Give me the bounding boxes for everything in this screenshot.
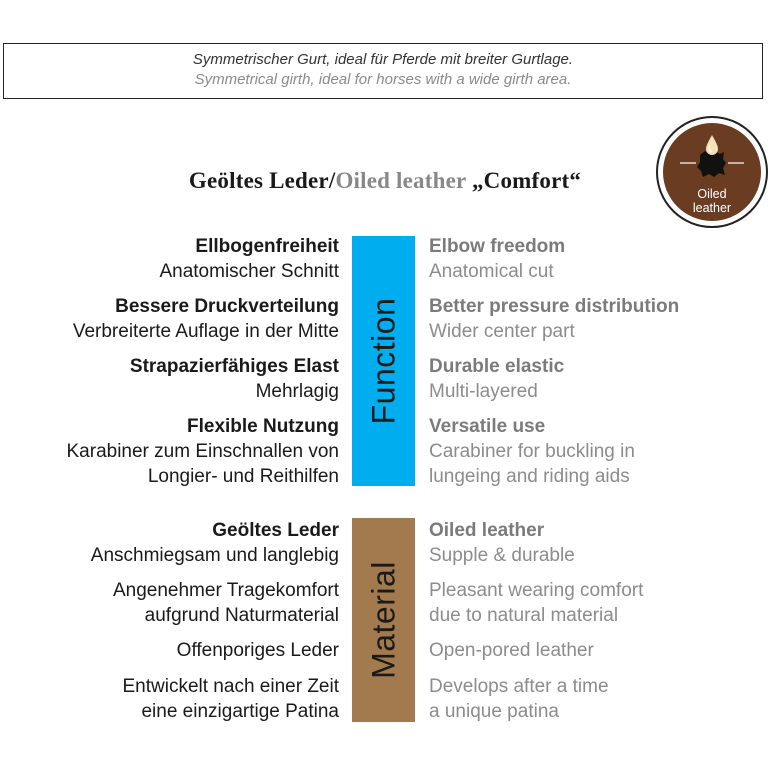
material-en-1 (429, 518, 575, 568)
material-en-text: Supple & durable (429, 545, 575, 566)
feature-de-4 (67, 414, 340, 489)
note-german: Symmetrischer Gurt, ideal für Pferde mit breiter Gurtlage. (192, 51, 574, 68)
feature-en-text: Carabiner for buckling in (429, 441, 635, 462)
feature-de-text: Verbreiterte Auflage in der Mitte (72, 321, 339, 342)
feature-de-1 (159, 234, 339, 284)
material-de-heading: Geöltes Leder (212, 520, 339, 541)
note-english: Symmetrical girth, ideal for horses with a wide girth area. (194, 71, 572, 88)
page-title (0, 168, 770, 194)
feature-en-text: Multi-layered (429, 381, 538, 402)
feature-de-heading: Strapazierfähiges Elast (129, 356, 339, 377)
feature-en-text: lungeing and riding aids (429, 466, 630, 487)
feature-de-heading: Bessere Druckverteilung (115, 296, 339, 317)
badge-label-line2: leather (692, 201, 732, 215)
feature-en-text: Anatomical cut (429, 261, 554, 282)
material-en-text: Open-pored leather (429, 640, 594, 661)
feature-en-heading: Better pressure distribution (429, 296, 680, 317)
feature-de-3 (130, 354, 339, 404)
feature-de-heading: Ellbogenfreiheit (195, 236, 339, 257)
material-de-text: Entwickelt nach einer Zeit (122, 676, 339, 697)
function-category-bar (352, 236, 415, 486)
material-de-text: Offenporiges Leder (176, 640, 339, 661)
material-de-text: Angenehmer Tragekomfort (112, 580, 339, 601)
title-comfort: „Comfort“ (466, 168, 582, 193)
badge-label-line1: Oiled (697, 187, 727, 201)
feature-en-1 (429, 234, 565, 284)
feature-en-heading: Versatile use (429, 416, 546, 437)
material-en-text: a unique patina (429, 701, 559, 722)
feature-en-text: Wider center part (429, 321, 575, 342)
material-en-4 (429, 674, 609, 724)
material-en-heading: Oiled leather (429, 520, 545, 541)
material-de-text: eine einzigartige Patina (141, 701, 339, 722)
title-german: Geöltes Leder/ (188, 168, 336, 193)
feature-de-2 (73, 294, 339, 344)
feature-de-text: Mehrlagig (255, 381, 339, 402)
feature-de-text: Anatomischer Schnitt (159, 261, 339, 282)
material-de-2 (113, 578, 339, 628)
material-de-text: aufgrund Naturmaterial (144, 605, 339, 626)
material-en-2 (429, 578, 643, 628)
material-de-4 (123, 674, 340, 724)
feature-de-heading: Flexible Nutzung (187, 416, 339, 437)
leather-drop-icon (680, 131, 744, 181)
material-en-text: Develops after a time (429, 676, 609, 697)
feature-en-heading: Elbow freedom (429, 236, 566, 257)
material-de-3 (177, 638, 339, 663)
material-en-3 (429, 638, 594, 663)
feature-en-heading: Durable elastic (429, 356, 565, 377)
material-en-text: Pleasant wearing comfort (429, 580, 644, 601)
material-en-text: due to natural material (429, 605, 619, 626)
material-de-text: Anschmiegsam und langlebig (90, 545, 339, 566)
feature-de-text: Karabiner zum Einschnallen von (66, 441, 339, 462)
material-de-1 (91, 518, 339, 568)
feature-de-text: Longier- und Reithilfen (147, 466, 339, 487)
material-label: Material (365, 561, 401, 679)
feature-en-4 (429, 414, 635, 489)
function-label: Function (365, 297, 401, 425)
badge-inner-circle (663, 123, 761, 221)
feature-en-2 (429, 294, 679, 344)
title-english: Oiled leather (335, 168, 467, 193)
feature-en-3 (429, 354, 564, 404)
oiled-leather-badge (656, 116, 768, 228)
description-note (3, 43, 763, 99)
material-category-bar (352, 518, 415, 722)
